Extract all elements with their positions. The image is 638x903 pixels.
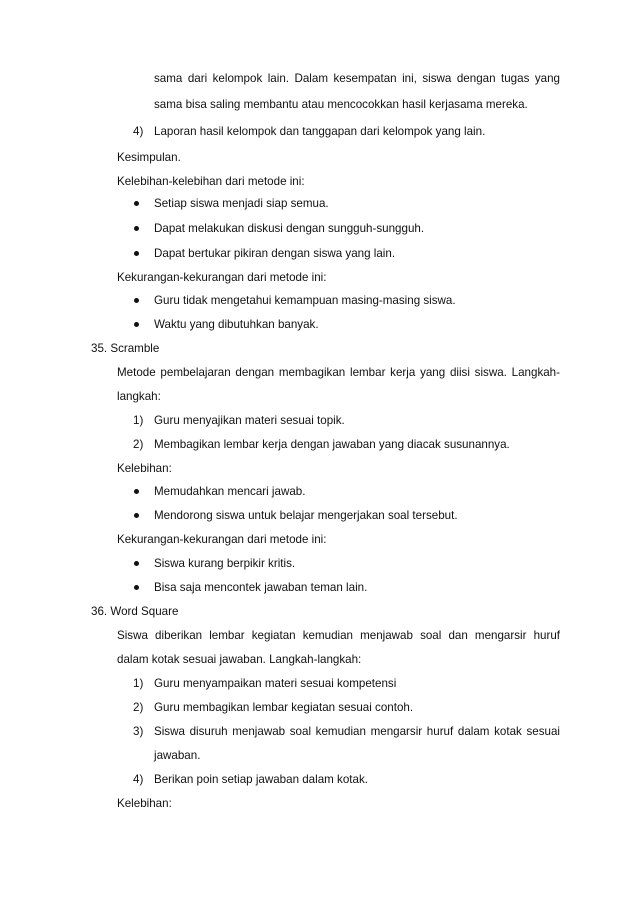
bullet-icon (134, 201, 139, 206)
list-number: 4) (133, 125, 144, 138)
list-item: Laporan hasil kelompok dan tanggapan dari kelompok yang lain. (154, 125, 486, 138)
list-item: Waktu yang dibutuhkan banyak. (154, 318, 319, 331)
paragraph-line: langkah: (117, 390, 161, 403)
subheading: Kekurangan-kekurangan dari metode ini: (117, 271, 327, 284)
bullet-icon (134, 513, 139, 518)
list-item: Memudahkan mencari jawab. (154, 485, 306, 498)
list-item: Dapat melakukan diskusi dengan sungguh-sungguh. (154, 222, 425, 235)
subheading: Kekurangan-kekurangan dari metode ini: (117, 533, 327, 546)
bullet-icon (134, 251, 139, 256)
list-number: 1) (133, 677, 144, 690)
list-item: Guru membagikan lembar kegiatan sesuai contoh. (154, 701, 414, 714)
list-item: Siswa disuruh menjawab soal kemudian mengarsir huruf dalam kotak sesuai (154, 725, 560, 738)
list-item: Guru tidak mengetahui kemampuan masing-masing siswa. (154, 294, 456, 307)
paragraph-line: Metode pembelajaran dengan membagikan lembar kerja yang diisi siswa. Langkah- (117, 366, 560, 379)
list-number: 2) (133, 701, 144, 714)
paragraph-line: sama bisa saling membantu atau mencocokkan hasil kerjasama mereka. (154, 98, 528, 111)
list-item: Bisa saja mencontek jawaban teman lain. (154, 581, 368, 594)
bullet-icon (134, 322, 139, 327)
list-item: Siswa kurang berpikir kritis. (154, 557, 296, 570)
list-number: 4) (133, 773, 144, 786)
bullet-icon (134, 489, 139, 494)
section-heading: 36. Word Square (91, 605, 179, 618)
subheading: Kelebihan-kelebihan dari metode ini: (117, 175, 305, 188)
list-number: 3) (133, 725, 144, 738)
list-item: Berikan poin setiap jawaban dalam kotak. (154, 773, 368, 786)
paragraph-line: Kesimpulan. (117, 151, 181, 164)
list-item: Guru menyajikan materi sesuai topik. (154, 414, 345, 427)
list-number: 1) (133, 414, 144, 427)
list-item-continuation: jawaban. (154, 749, 201, 762)
list-item: Guru menyampaikan materi sesuai kompetensi (154, 677, 397, 690)
list-item: Mendorong siswa untuk belajar mengerjakan soal tersebut. (154, 509, 458, 522)
subheading: Kelebihan: (117, 797, 172, 810)
bullet-icon (134, 226, 139, 231)
paragraph-line: dalam kotak sesuai jawaban. Langkah-langkah: (117, 653, 362, 666)
bullet-icon (134, 561, 139, 566)
subheading: Kelebihan: (117, 462, 172, 475)
section-heading: 35. Scramble (91, 342, 160, 355)
bullet-icon (134, 585, 139, 590)
paragraph-line: Siswa diberikan lembar kegiatan kemudian menjawab soal dan mengarsir huruf (117, 629, 560, 642)
paragraph-line: sama dari kelompok lain. Dalam kesempatan ini, siswa dengan tugas yang (154, 72, 560, 85)
list-item: Membagikan lembar kerja dengan jawaban yang diacak susunannya. (154, 438, 510, 451)
bullet-icon (134, 298, 139, 303)
list-item: Setiap siswa menjadi siap semua. (154, 197, 329, 210)
list-item: Dapat bertukar pikiran dengan siswa yang lain. (154, 247, 396, 260)
list-number: 2) (133, 438, 144, 451)
